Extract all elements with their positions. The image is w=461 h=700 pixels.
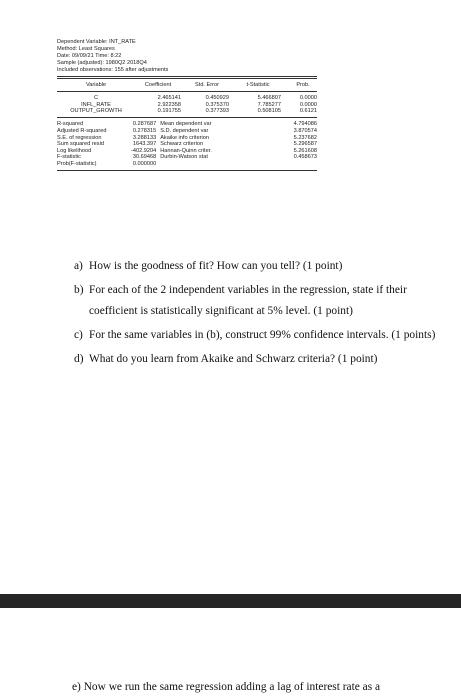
table-row (57, 128, 317, 135)
stat-value: 5.296587 (293, 141, 317, 148)
column-header-prob: Prob. (296, 81, 310, 88)
table-row (57, 121, 317, 128)
page-separator-bar (0, 594, 461, 608)
stat-label: Durbin-Watson stat (160, 154, 208, 161)
column-header-std-error: Std. Error (195, 81, 219, 88)
question-letter: d) (74, 353, 84, 365)
question-e-partial: e) Now we run the same regression adding a lag of interest rate as a (72, 681, 381, 693)
stat-label: Adjusted R-squared (57, 127, 107, 134)
variable-name: C (93, 95, 99, 102)
regression-output (57, 39, 317, 171)
table-row (57, 154, 317, 161)
question-list (74, 256, 449, 370)
question-b (74, 280, 449, 322)
coefficient-rows (57, 95, 317, 114)
stat-value: 0.287687 (132, 121, 157, 128)
prob-value: 0.0000 (299, 101, 317, 108)
coefficient-header-row (57, 79, 317, 91)
coefficient-value: 0.191755 (157, 108, 181, 115)
column-header-coefficient: Coefficient (144, 81, 172, 88)
stat-label: Prob(F-statistic) (57, 160, 97, 167)
stat-label (160, 161, 268, 168)
t-statistic-value: 7.785277 (257, 101, 281, 108)
variable-name: OUTPUT_GROWTH (70, 108, 122, 115)
table-bottom-rule (57, 170, 317, 171)
table-row (57, 135, 317, 142)
stat-label: Hannan-Quinn criter. (160, 147, 212, 154)
method-line: Method: Least Squares (57, 46, 115, 53)
question-letter: b) (74, 284, 84, 296)
std-error-value: 0.375370 (205, 101, 229, 108)
date-line: Date: 09/09/21 Time: 8:22 (57, 53, 122, 60)
question-text: For the same variables in (b), construct 99% confidence intervals. (1 points) (89, 329, 436, 341)
question-text: How is the goodness of fit? How can you tell? (1 point) (89, 260, 343, 272)
stat-label: Log likelihood (57, 147, 92, 154)
std-error-value: 0.450929 (205, 95, 229, 102)
stat-label: Akaike info criterion (160, 134, 210, 141)
question-d (74, 349, 449, 370)
stat-label: S.E. of regression (57, 134, 102, 141)
question-text: What do you learn from Akaike and Schwarz criteria? (1 point) (89, 353, 378, 365)
coefficient-table (57, 79, 317, 91)
stat-label: Schwarz criterion (160, 141, 204, 148)
std-error-value: 0.377393 (205, 108, 229, 115)
stat-label: R-squared (57, 121, 84, 128)
question-text: For each of the 2 independent variables in the regression, state if their coefficient is statistically significant at 5% level. (1 point) (89, 284, 407, 317)
variable-name: INFL_RATE (81, 101, 111, 108)
stat-value: -402.9204 (131, 147, 157, 154)
observations-line: Included observations: 155 after adjustments (57, 67, 169, 74)
table-row (57, 161, 317, 168)
table-row (57, 141, 317, 148)
stat-value: 4.794086 (293, 121, 317, 128)
stat-value: 5.261608 (293, 147, 317, 154)
table-top-rule (57, 76, 317, 77)
question-letter: c) (74, 329, 83, 341)
t-statistic-value: 5.466807 (257, 95, 281, 102)
question-a (74, 256, 449, 277)
question-letter: a) (74, 260, 83, 272)
stat-label: Sum squared resid (57, 141, 104, 148)
prob-value: 0.6121 (299, 108, 317, 115)
stat-value: 0.458673 (293, 154, 317, 161)
summary-stats-table (57, 121, 317, 167)
column-header-variable: Variable (85, 81, 107, 88)
sample-line: Sample (adjusted): 1980Q2 2018Q4 (57, 60, 147, 67)
t-statistic-value: 0.508105 (257, 108, 281, 115)
stat-value: 5.237682 (293, 134, 317, 141)
stat-label: Mean dependent var (160, 121, 212, 128)
stat-value: 3.870574 (293, 127, 317, 134)
stat-value: 0.000000 (132, 160, 157, 167)
stat-value: 1643.397 (132, 141, 157, 148)
coefficient-value: 2.922358 (157, 101, 181, 108)
stat-value: 30.69468 (132, 154, 157, 161)
stat-value (268, 161, 317, 168)
stat-label: S.D. dependent var (160, 127, 209, 134)
stat-label: F-statistic (57, 154, 81, 161)
table-row (57, 148, 317, 155)
dependent-variable-line: Dependent Variable: INT_RATE (57, 39, 136, 45)
column-header-t-statistic: t-Statistic (246, 81, 270, 88)
prob-value: 0.0000 (299, 95, 317, 102)
stat-value: 3.288133 (132, 134, 157, 141)
coefficient-value: 2.465141 (157, 95, 181, 102)
stat-value: 0.278315 (132, 127, 157, 134)
question-c (74, 325, 449, 346)
